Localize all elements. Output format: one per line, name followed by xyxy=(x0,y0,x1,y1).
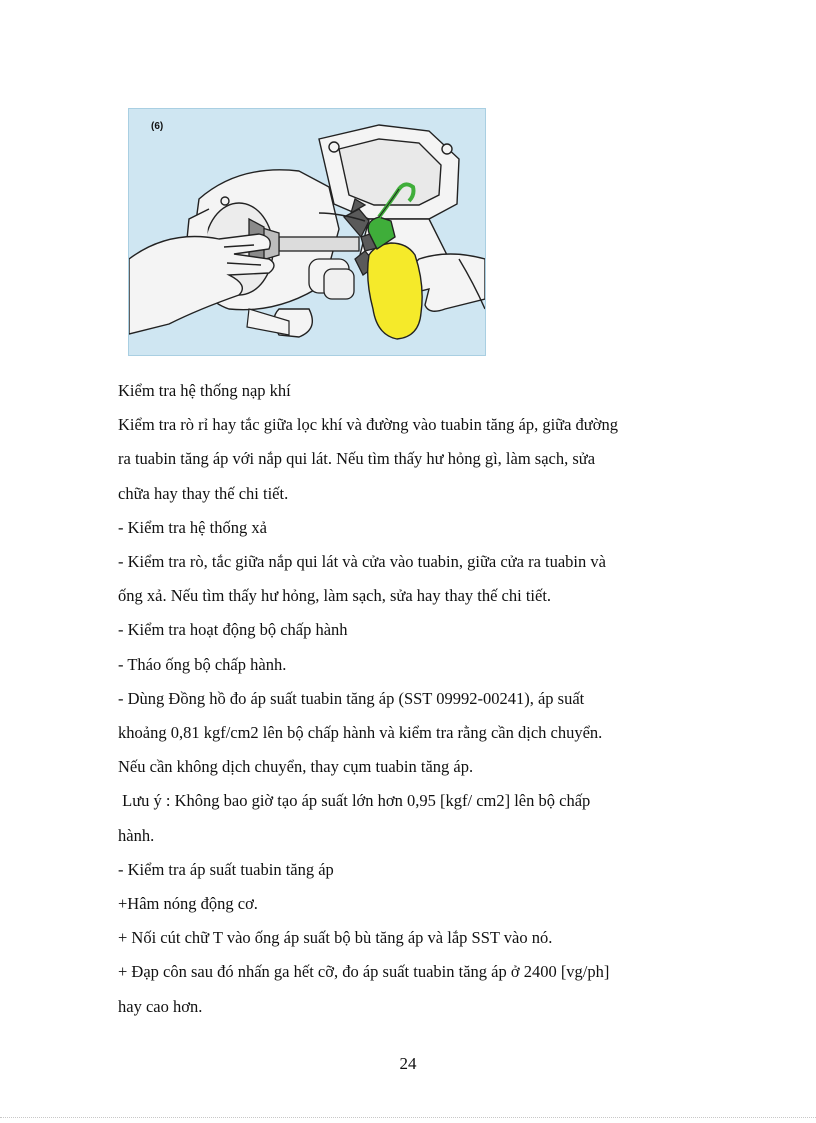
step-item: + Nối cút chữ T vào ống áp suất bộ bù tăng áp và lắp SST vào nó. xyxy=(118,928,553,948)
paragraph-line: Nếu cần không dịch chuyển, thay cụm tuabin tăng áp. xyxy=(118,757,474,777)
paragraph-line: ống xả. Nếu tìm thấy hư hỏng, làm sạch, sửa hay thay thế chi tiết. xyxy=(118,586,552,606)
turbocharger-figure xyxy=(128,108,486,356)
list-item: - Kiểm tra hệ thống xả xyxy=(118,517,267,537)
note-line: Lưu ý : Không bao giờ tạo áp suất lớn hơn 0,95 [kgf/ cm2] lên bộ chấp xyxy=(118,791,591,811)
list-item: - Tháo ống bộ chấp hành. xyxy=(118,654,287,674)
note-line: hành. xyxy=(118,825,155,845)
turbocharger-illustration xyxy=(129,109,485,355)
footer-divider xyxy=(0,1117,816,1118)
step-item: +Hâm nóng động cơ. xyxy=(118,894,258,914)
list-item: - Kiểm tra rò, tắc giữa nắp qui lát và cửa vào tuabin, giữa cửa ra tuabin và xyxy=(118,552,606,572)
list-item: - Kiểm tra hoạt động bộ chấp hành xyxy=(118,620,348,640)
step-item: + Đạp côn sau đó nhấn ga hết cỡ, đo áp suất tuabin tăng áp ở 2400 [vg/ph] xyxy=(118,962,610,982)
list-item: - Dùng Đồng hồ đo áp suất tuabin tăng áp (SST 09992-00241), áp suất xyxy=(118,688,585,708)
body-text xyxy=(118,374,698,1024)
paragraph-line: khoảng 0,81 kgf/cm2 lên bộ chấp hành và kiểm tra rằng cần dịch chuyển. xyxy=(118,723,603,743)
heading-intake-check: Kiểm tra hệ thống nạp khí xyxy=(118,381,291,400)
paragraph-line: Kiểm tra rò rỉ hay tắc giữa lọc khí và đường vào tuabin tăng áp, giữa đường xyxy=(118,415,618,435)
paragraph-line: hay cao hơn. xyxy=(118,996,203,1016)
paragraph-line: ra tuabin tăng áp với nắp qui lát. Nếu tìm thấy hư hỏng gì, làm sạch, sửa xyxy=(118,449,596,469)
page-number: 24 xyxy=(399,1054,417,1073)
list-item: - Kiểm tra áp suất tuabin tăng áp xyxy=(118,859,334,879)
figure-label: (6) xyxy=(151,121,164,132)
paragraph-line: chữa hay thay thế chi tiết. xyxy=(118,483,289,503)
